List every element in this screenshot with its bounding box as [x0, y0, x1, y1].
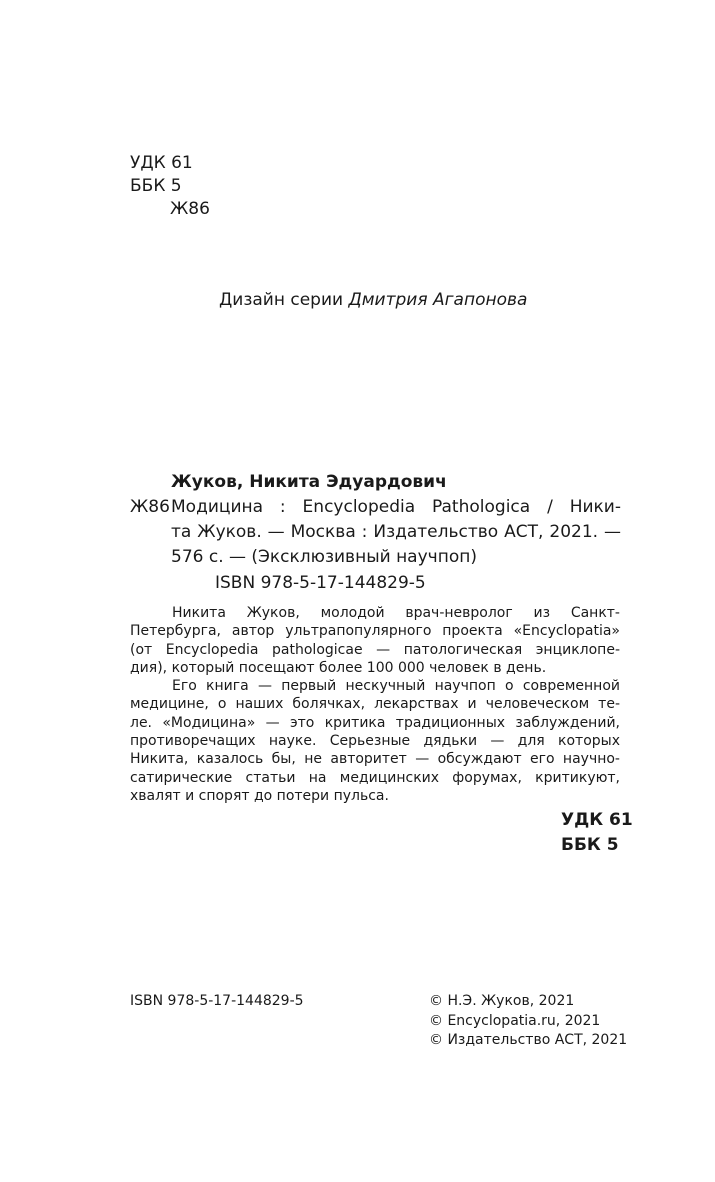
annotation-line: хвалят и спорят до потери пульса.: [130, 787, 389, 804]
udk-code: УДК 61: [130, 153, 193, 173]
copyright-line: © Издательство АСТ, 2021: [429, 1032, 628, 1048]
series-design-credit: [219, 290, 527, 310]
footer-isbn: ISBN 978-5-17-144829-5: [130, 993, 304, 1009]
annotation-line: Его книга — первый нескучный научпоп о современной: [172, 678, 620, 695]
bib-line: 576 с. — (Эксклюзивный научпоп): [171, 547, 477, 567]
bib-author: Жуков, Никита Эдуардович: [171, 472, 447, 492]
annotation: [130, 604, 620, 805]
designer-name: Дмитрия Агапонова: [348, 290, 528, 310]
design-prefix: Дизайн серии: [219, 290, 344, 310]
annotation-line: противоречащих науке. Серьезные дядьки — для которых: [130, 733, 620, 750]
bbk-code: ББК 5: [130, 176, 182, 196]
bbk-code-bottom: ББК 5: [561, 835, 619, 855]
annotation-line: Никита Жуков, молодой врач-невролог из Санкт-: [172, 605, 620, 621]
annotation-line: (от Encyclopedia pathologicae — патологическая энциклопе-: [130, 641, 620, 658]
copyright-line: © Encyclopatia.ru, 2021: [429, 1012, 601, 1029]
annotation-line: ле. «Модицина» — это критика традиционных заблуждений,: [130, 714, 620, 731]
annotation-line: Никита, казалось бы, не авторитет — обсуждают его научно-: [130, 751, 620, 768]
annotation-line: сатирические статьи на медицинских форумах, критикуют,: [130, 769, 620, 786]
udk-code-bottom: УДК 61: [561, 810, 633, 830]
author-sign: Ж86: [170, 199, 210, 219]
bib-isbn: ISBN 978-5-17-144829-5: [215, 573, 426, 593]
annotation-line: дия), который посещают более 100 000 человек в день.: [130, 659, 547, 676]
annotation-line: Петербурга, автор ультрапопулярного проекта «Encyclopatia»: [130, 623, 620, 640]
bib-line: та Жуков. — Москва : Издательство АСТ, 2021. —: [171, 522, 621, 542]
copyright-line: © Н.Э. Жуков, 2021: [429, 993, 575, 1009]
bib-author-sign: Ж86: [130, 497, 170, 517]
annotation-line: медицине, о наших болячках, лекарствах и человеческом те-: [130, 696, 620, 713]
bib-description: [171, 495, 621, 570]
copyright-block: [429, 992, 627, 1051]
bib-line: Модицина : Encyclopedia Pathologica / Ники-: [171, 497, 621, 517]
